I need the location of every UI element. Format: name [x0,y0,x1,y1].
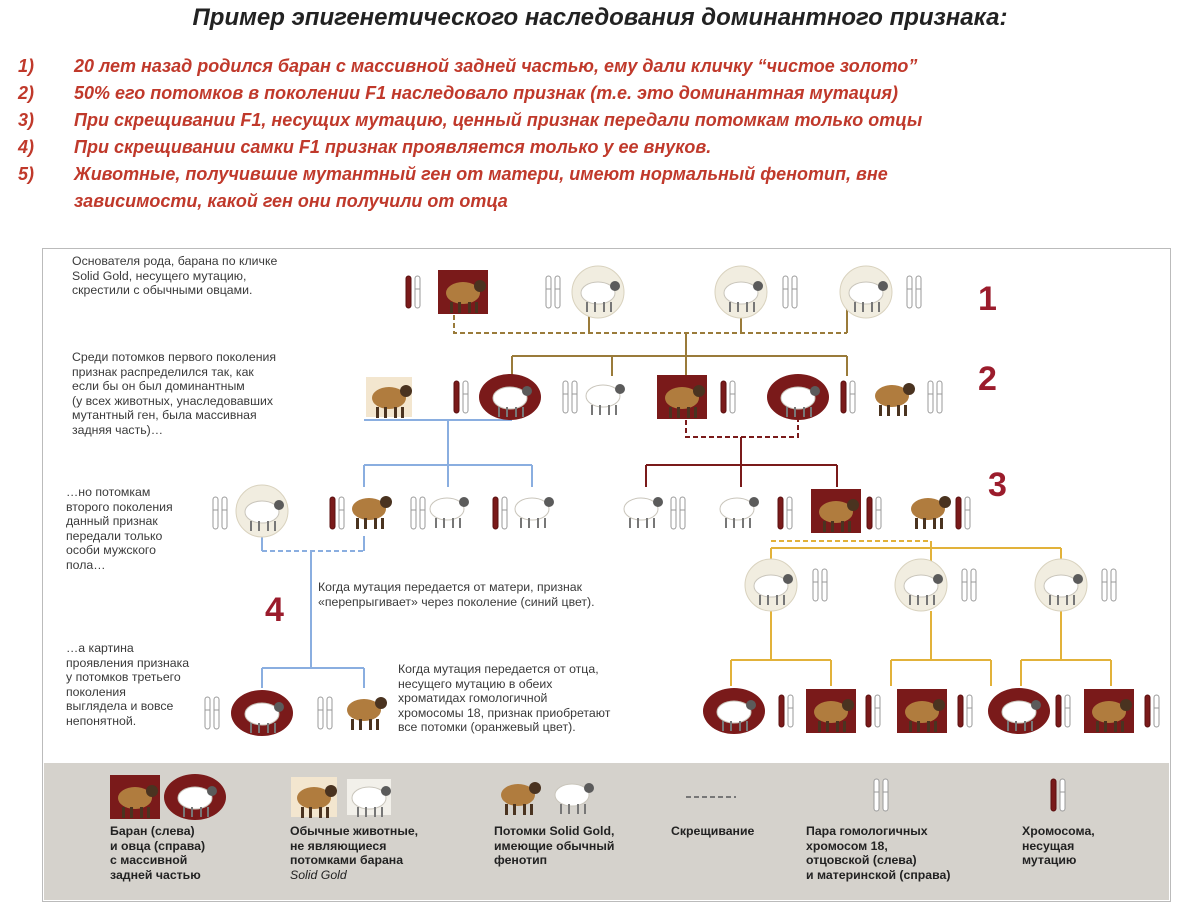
legend-label-massive [110,824,260,882]
note-line: особи мужского [66,543,156,558]
mutant-chromosome-icon [867,497,881,529]
note-line: …а картина [66,641,134,655]
chromosome-pair-icon [962,569,976,601]
ram-massive-icon [897,689,947,733]
note-line: выглядела и вовсе [66,699,174,714]
ewe-massive-icon [479,374,541,420]
note-line: Среди потомков первого поколения [72,350,277,364]
normal-ewe-small-icon [624,497,663,528]
mutant-chromosome-icon [866,695,880,727]
normal-ewe-icon [745,559,797,611]
mutant-chromosome-icon [841,381,855,413]
point-number: 2) [18,83,35,103]
normal-ewe-icon [1035,559,1087,611]
note-line: все потомки (оранжевый цвет). [398,720,576,735]
mutant-chromosome-icon [1145,695,1159,727]
legend-line: потомками барана [290,853,404,868]
chromosome-pair-icon [411,497,425,529]
legend-ram-icon [110,775,160,819]
note-line: данный признак [66,514,158,529]
normal-ewe-icon [840,266,892,318]
note-line: если бы он был доминантным [72,379,245,394]
ewe-massive-icon [231,690,293,736]
point-text: Животные, получившие мутантный ген от матери, имеют нормальный фенотип, вне [74,164,888,184]
chromosome-pair-icon [783,276,797,308]
point-text: 20 лет назад родился баран с массивной задней частью, ему дали кличку “чистое золото” [74,56,918,76]
note-paternal-transmission [398,662,698,735]
chromosome-pair-icon [1102,569,1116,601]
chromosome-pair-icon [928,381,942,413]
ram-normal-phenotype-icon [347,697,387,730]
chromosome-pair-icon [318,697,332,729]
chromosome-pair-icon [546,276,560,308]
point-number: 1) [18,56,35,76]
legend-line: и материнской (справа) [806,867,951,882]
legend-line: отцовской (слева) [806,853,917,868]
mutant-chromosome-icon [956,497,970,529]
note-line: поколения [66,684,126,699]
ram-massive-icon [657,375,707,419]
mutant-chromosome-icon [721,381,735,413]
note-line: Когда мутация передается от отца, [398,662,599,676]
note-line: мутантный ген, была массивная [72,408,257,423]
note-line: признак распределился так, как [72,364,254,379]
point-text: зависимости, какой ген они получили от отца [74,191,508,211]
note-line: Solid Gold, несущего мутацию, [72,268,247,283]
mutant-chromosome-icon [1056,695,1070,727]
legend-line: хромосом 18, [806,838,888,853]
note-line: несущего мутацию в обеих [398,676,553,691]
legend-line: Обычные животные, [290,824,419,838]
note-line: непонятной. [66,713,137,728]
legend-line: Скрещивание [671,824,755,838]
legend-label-chromosome-pair [806,824,1006,882]
note-third-generation [66,641,226,729]
point-number: 3) [18,110,35,130]
normal-ewe-icon [895,559,947,611]
legend-offspring-ram-icon [501,782,541,815]
mutant-chromosome-icon [406,276,420,308]
chromosome-pair-icon [907,276,921,308]
legend-label-offspring [494,824,674,868]
legend-mutant-chromosome-icon [1051,779,1065,811]
step-number-3: 3 [988,466,1007,504]
note-line: …но потомкам [66,485,151,499]
normal-ewe-icon [715,266,767,318]
legend-normal-ram-icon [291,777,337,818]
ram-normal-phenotype-icon [366,377,412,418]
point-number: 4) [18,137,35,157]
point-number: 5) [18,164,35,184]
legend-line: Пара гомологичных [806,824,928,838]
legend-line: Хромосома, [1022,824,1095,838]
normal-ewe-icon [236,485,288,537]
note-second-generation [66,485,226,573]
legend-label-crossing [671,824,791,839]
legend-label-mutant-chromosome [1022,824,1142,868]
chromosome-pair-icon [671,497,685,529]
legend-line: не являющиеся [290,838,387,853]
legend-line: Потомки Solid Gold, [494,824,615,838]
mutant-chromosome-icon [493,497,507,529]
note-line: пола… [66,557,106,572]
note-line: хромосомы 18, признак приобретают [398,705,611,720]
mutant-chromosome-icon [454,381,468,413]
point-text: При скрещивании F1, несущих мутацию, ценный признак передали потомкам только отцы [74,110,923,130]
ram-massive-icon [1084,689,1134,733]
legend-line: с массивной [110,853,188,868]
note-line: задняя часть)… [72,422,164,437]
legend-label-normal [290,824,470,882]
legend-line: задней частью [110,867,201,882]
mutant-chromosome-icon [779,695,793,727]
note-line: второго поколения [66,499,173,514]
normal-ewe-small-icon [515,497,554,528]
ewe-massive-icon [703,688,765,734]
step-number-2: 2 [978,360,997,398]
normal-ewe-small-icon [586,384,625,415]
step-number-4: 4 [265,591,284,629]
ram-normal-phenotype-icon [875,383,915,416]
note-line: передали только [66,528,163,543]
legend-line: имеющие обычный [494,838,615,853]
ram-massive-icon [811,489,861,533]
note-founder [72,254,372,298]
legend-line: и овца (справа) [110,838,206,853]
legend-ewe-icon [164,774,226,820]
legend-line: мутацию [1022,853,1077,868]
ram-massive-icon [806,689,856,733]
step-number-1: 1 [978,280,997,318]
ram-solid-gold-icon [438,270,488,314]
note-line: у потомков третьего [66,670,181,685]
legend-line: Баран (слева) [110,824,195,838]
legend-line: фенотип [494,853,548,868]
normal-ewe-icon [572,266,624,318]
ram-normal-phenotype-icon [352,496,392,529]
note-line: Основателя рода, барана по кличке [72,254,278,268]
note-line: (у всех животных, унаследовавших [72,393,273,408]
point-text: 50% его потомков в поколении F1 наследовало признак (т.е. это доминантная мутация) [74,83,898,103]
ram-normal-phenotype-icon [911,496,951,529]
note-line: Когда мутация передается от матери, признак [318,580,583,594]
note-line: «перепрыгивает» через поколение (синий цвет). [318,594,595,609]
legend-line: Solid Gold [290,867,347,882]
note-first-generation [72,350,372,438]
normal-ewe-small-icon [720,497,759,528]
legend-chromosome-pair-icon [874,779,888,811]
ewe-massive-icon [767,374,829,420]
mutant-chromosome-icon [958,695,972,727]
page-title: Пример эпигенетического наследования доминантного признака: [192,4,1008,31]
note-line: скрестили с обычными овцами. [72,283,253,298]
chromosome-pair-icon [563,381,577,413]
note-line: проявления признака [66,655,190,670]
normal-ewe-small-icon [430,497,469,528]
note-maternal-transmission [318,580,738,609]
legend-offspring-ewe-icon [555,783,594,814]
ewe-massive-icon [988,688,1050,734]
point-text: При скрещивании самки F1 признак проявляется только у ее внуков. [74,137,712,157]
chromosome-pair-icon [813,569,827,601]
mutant-chromosome-icon [778,497,792,529]
legend-line: несущая [1022,838,1075,853]
mutant-chromosome-icon [330,497,344,529]
note-line: хроматидах гомологичной [398,691,548,706]
